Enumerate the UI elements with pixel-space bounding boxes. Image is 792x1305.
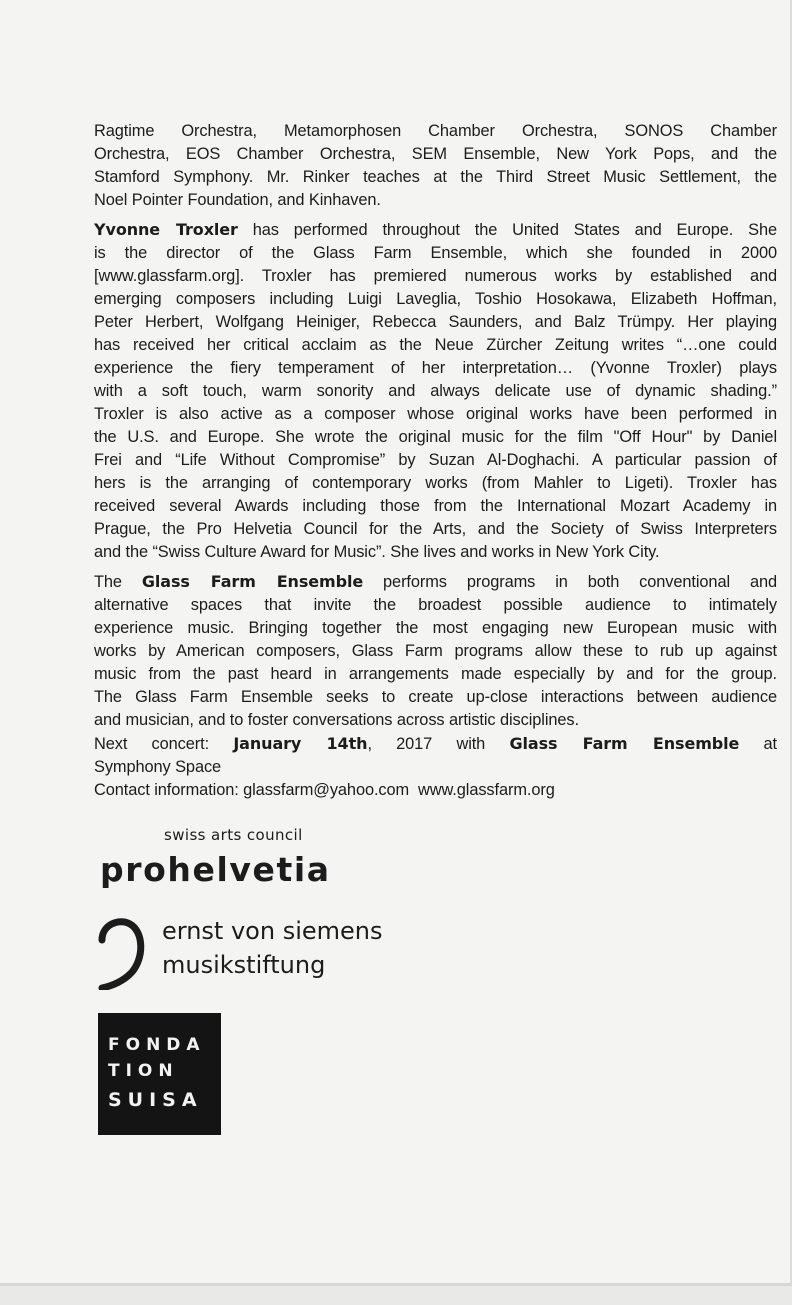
text-line: Frei and “Life Without Compromise” by Suzan Al-Doghachi. A particular passion of	[94, 451, 777, 469]
text-line: Peter Herbert, Wolfgang Heiniger, Rebecca Saunders, and Balz Trümpy. Her playing	[94, 313, 777, 331]
text-line: experience music. Bringing together the most engaging new European music with	[94, 619, 777, 637]
text-segment: The	[94, 573, 142, 591]
text-line: hers is the arranging of contemporary works (from Mahler to Ligeti). Troxler has	[94, 474, 777, 492]
text-line: the U.S. and Europe. She wrote the original music for the film "Off Hour" by Daniel	[94, 428, 777, 446]
text-line: [www.glassfarm.org]. Troxler has premiered numerous works by established and	[94, 267, 777, 285]
next-concert	[94, 732, 777, 779]
text-line: with a soft touch, warm sonority and always delicate use of dynamic shading.”	[94, 382, 777, 400]
text-line: Contact information: glassfarm@yahoo.com www.glassfarm.org	[94, 781, 555, 799]
text-segment: performs programs in both conventional and	[363, 573, 777, 591]
troxler-bio-paragraph	[94, 218, 777, 564]
ensemble-name: Glass Farm Ensemble	[141, 572, 364, 591]
contact-information	[94, 779, 777, 802]
text-segment: has performed throughout the United States and Europe. She	[237, 221, 777, 239]
text-line: emerging composers including Luigi Laveglia, Toshio Hosokawa, Elizabeth Hoffman,	[94, 290, 777, 308]
text-line: received several Awards including those from the International Mozart Academy in	[94, 497, 777, 515]
text-line	[94, 218, 777, 242]
text-line: Orchestra, EOS Chamber Orchestra, SEM Ensemble, New York Pops, and the	[94, 145, 777, 163]
text-line: alternative spaces that invite the broadest possible audience to intimately	[94, 596, 777, 614]
text-line: experience the fiery temperament of her interpretation… (Yvonne Troxler) plays	[94, 359, 777, 377]
troxler-name: Yvonne Troxler	[94, 220, 238, 239]
ernst-von-siemens-logo-text	[162, 914, 383, 982]
evs-line: musikstiftung	[162, 951, 326, 979]
text-segment: Next concert:	[94, 735, 234, 753]
text-line: Ragtime Orchestra, Metamorphosen Chamber Orchestra, SONOS Chamber	[94, 122, 777, 140]
rinker-bio-paragraph	[94, 120, 777, 212]
text-line: Troxler is also active as a composer whose original works have been performed in	[94, 405, 777, 423]
swiss-arts-council-text: swiss arts council	[164, 826, 303, 844]
program-text	[94, 120, 777, 808]
text-line: and the “Swiss Culture Award for Music”. She lives and works in New York City.	[94, 543, 660, 561]
fondation-suisa-logo	[98, 1013, 221, 1135]
text-line: works by American composers, Glass Farm programs allow these to rub up against	[94, 642, 777, 660]
ernst-von-siemens-logo-mark	[96, 918, 146, 990]
text-line: Stamford Symphony. Mr. Rinker teaches at the Third Street Music Settlement, the	[94, 168, 777, 186]
ensemble-paragraph	[94, 570, 777, 732]
text-line	[94, 732, 777, 756]
suisa-line: FONDA	[108, 1035, 206, 1055]
evs-line: ernst von siemens	[162, 917, 383, 945]
text-line: Noel Pointer Foundation, and Kinhaven.	[94, 191, 381, 209]
prohelvetia-logo: prohelvetia	[100, 850, 331, 889]
suisa-line: SUISA	[108, 1089, 203, 1111]
text-line: has received her critical acclaim as the Neue Zürcher Zeitung writes “…one could	[94, 336, 777, 354]
text-line: The Glass Farm Ensemble seeks to create up-close interactions between audience	[94, 688, 777, 706]
concert-ensemble: Glass Farm Ensemble	[509, 734, 740, 753]
suisa-line: TION	[108, 1061, 179, 1081]
concert-venue: Symphony Space	[94, 758, 222, 776]
text-segment: , 2017 with	[367, 735, 510, 753]
text-line: is the director of the Glass Farm Ensemble, which she founded in 2000	[94, 244, 777, 262]
concert-date: January 14th	[233, 734, 368, 753]
text-line: Prague, the Pro Helvetia Council for the Arts, and the Society of Swiss Interpreters	[94, 520, 777, 538]
text-line: and musician, and to foster conversations across artistic disciplines.	[94, 711, 579, 729]
text-segment: at	[739, 735, 777, 753]
text-line: music from the past heard in arrangements made especially by and for the group.	[94, 665, 777, 683]
text-line	[94, 570, 777, 594]
